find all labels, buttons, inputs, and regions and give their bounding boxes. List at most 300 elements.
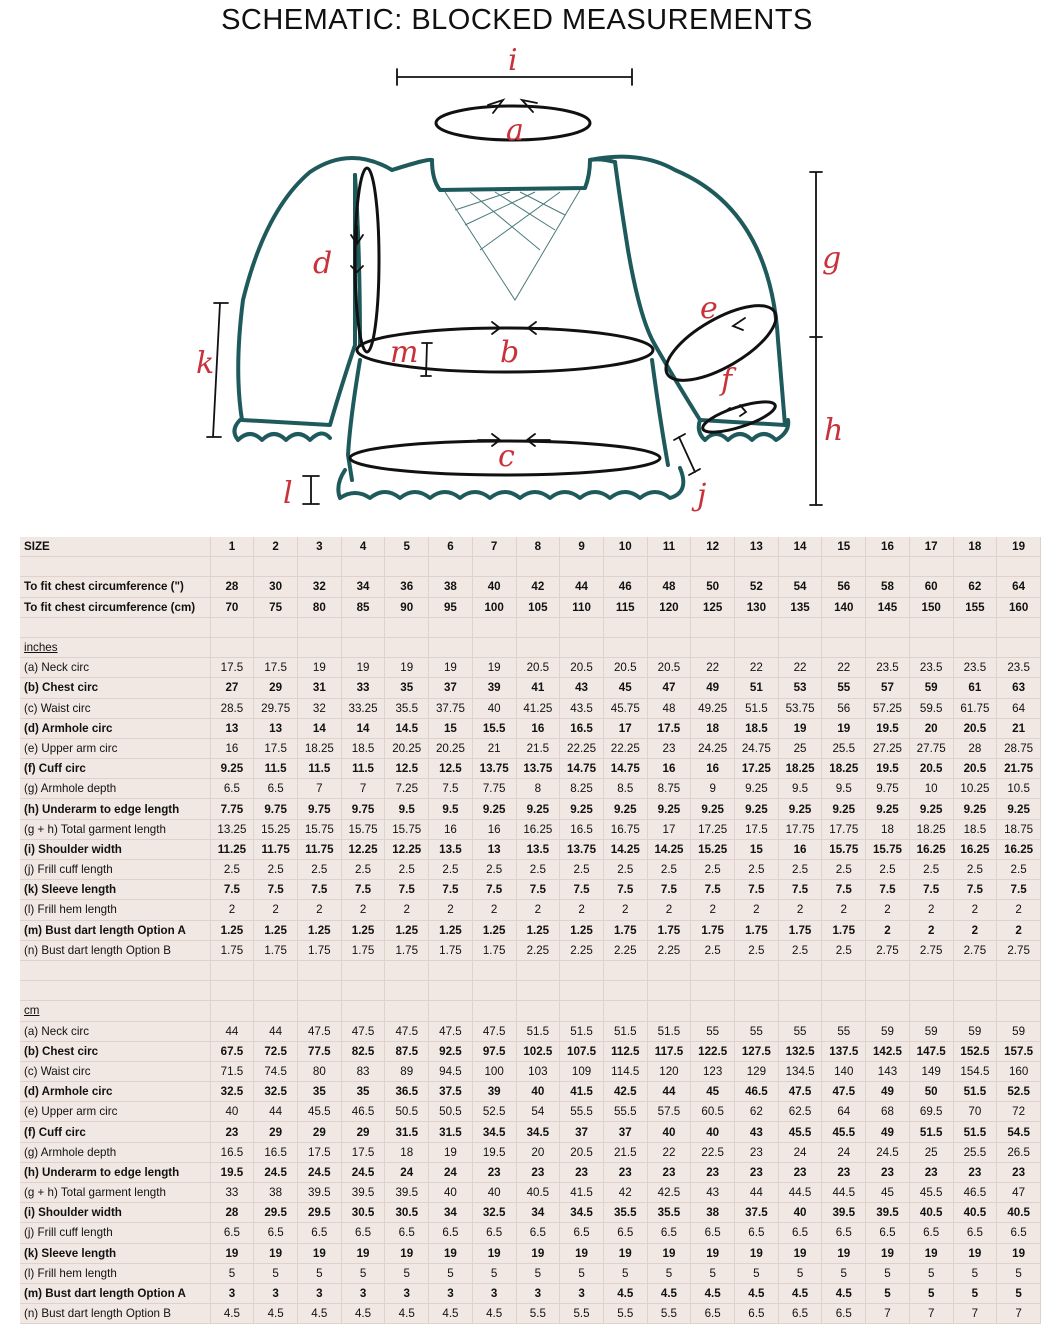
table-cell: 1.75	[691, 920, 735, 940]
table-cell: 2.5	[691, 860, 735, 880]
table-cell: 31.5	[385, 1122, 429, 1142]
table-cell: 5	[297, 1263, 341, 1283]
label-h: h	[824, 413, 844, 448]
table-row	[20, 597, 1041, 617]
table-cell: 7.5	[691, 880, 735, 900]
table-cell: 9.5	[385, 799, 429, 819]
row-label: (h) Underarm to edge length	[20, 1162, 210, 1182]
table-cell: 22	[647, 1142, 691, 1162]
table-cell: 40.5	[953, 1203, 997, 1223]
table-cell: 35.5	[385, 698, 429, 718]
empty-cell	[254, 981, 298, 1001]
empty-cell	[560, 557, 604, 577]
table-cell: 5	[385, 537, 429, 557]
table-cell: 2	[953, 920, 997, 940]
empty-cell	[909, 617, 953, 637]
table-cell: 32	[297, 577, 341, 597]
table-cell: 1.75	[735, 920, 779, 940]
table-row	[20, 759, 1041, 779]
table-cell: 8.5	[603, 779, 647, 799]
table-cell: 11.75	[297, 839, 341, 859]
table-cell: 2.5	[516, 860, 560, 880]
table-cell: 1.25	[516, 920, 560, 940]
table-cell: 19	[822, 1243, 866, 1263]
empty-cell	[953, 1001, 997, 1021]
empty-cell	[210, 960, 254, 980]
row-label: (d) Armhole circ	[20, 718, 210, 738]
table-cell: 47.5	[472, 1021, 516, 1041]
row-label: (a) Neck circ	[20, 1021, 210, 1041]
table-cell: 2.5	[822, 860, 866, 880]
table-cell: 39.5	[341, 1183, 385, 1203]
table-cell: 10	[603, 537, 647, 557]
section-title: cm	[20, 1001, 210, 1021]
empty-cell	[735, 960, 779, 980]
table-cell: 5	[909, 1263, 953, 1283]
table-cell: 13.25	[210, 819, 254, 839]
table-cell: 9.25	[953, 799, 997, 819]
table-cell: 9.25	[647, 799, 691, 819]
table-cell: 7.5	[997, 880, 1041, 900]
table-cell: 6.5	[297, 1223, 341, 1243]
table-cell: 47.5	[429, 1021, 473, 1041]
table-cell: 16	[647, 759, 691, 779]
table-cell: 5.5	[603, 1304, 647, 1324]
table-cell: 1.75	[210, 940, 254, 960]
table-cell: 23	[647, 738, 691, 758]
table-cell: 19	[866, 1243, 910, 1263]
table-cell: 1.75	[254, 940, 298, 960]
table-cell: 18.25	[778, 759, 822, 779]
table-cell: 7.5	[472, 880, 516, 900]
empty-cell	[20, 960, 210, 980]
table-cell: 130	[735, 597, 779, 617]
table-cell: 17.5	[735, 819, 779, 839]
table-cell: 9	[560, 537, 604, 557]
table-cell: 6.5	[866, 1223, 910, 1243]
empty-cell	[691, 557, 735, 577]
table-cell: 67.5	[210, 1041, 254, 1061]
table-cell: 24.25	[691, 738, 735, 758]
table-cell: 2.25	[560, 940, 604, 960]
table-cell: 39.5	[385, 1183, 429, 1203]
table-cell: 5	[429, 1263, 473, 1283]
table-cell: 2	[691, 900, 735, 920]
table-cell: 9.25	[691, 799, 735, 819]
table-cell: 13.5	[429, 839, 473, 859]
table-cell: 59.5	[909, 698, 953, 718]
table-cell: 11.75	[254, 839, 298, 859]
table-cell: 15.5	[472, 718, 516, 738]
table-cell: 29	[254, 678, 298, 698]
table-cell: 16	[516, 718, 560, 738]
label-g: g	[822, 241, 842, 276]
table-cell: 14.75	[603, 759, 647, 779]
table-cell: 14	[778, 537, 822, 557]
table-cell: 51.5	[560, 1021, 604, 1041]
table-row	[20, 880, 1041, 900]
table-cell: 9.25	[560, 799, 604, 819]
empty-cell	[647, 637, 691, 657]
table-cell: 15.75	[385, 819, 429, 839]
table-cell: 19	[472, 658, 516, 678]
table-cell: 40	[472, 698, 516, 718]
table-cell: 8	[516, 537, 560, 557]
table-cell: 46	[603, 577, 647, 597]
table-cell: 16	[778, 839, 822, 859]
table-cell: 92.5	[429, 1041, 473, 1061]
table-cell: 55	[778, 1021, 822, 1041]
table-cell: 16	[472, 819, 516, 839]
table-cell: 7.5	[647, 880, 691, 900]
table-cell: 37	[560, 1122, 604, 1142]
table-cell: 6.5	[341, 1223, 385, 1243]
table-cell: 42	[603, 1183, 647, 1203]
table-cell: 16.25	[909, 839, 953, 859]
table-cell: 41.5	[560, 1183, 604, 1203]
table-cell: 43	[735, 1122, 779, 1142]
table-cell: 9.25	[822, 799, 866, 819]
table-cell: 29	[254, 1122, 298, 1142]
table-row	[20, 1142, 1041, 1162]
table-cell: 80	[297, 597, 341, 617]
table-cell: 23	[953, 1162, 997, 1182]
table-cell: 1.75	[341, 940, 385, 960]
table-cell: 64	[997, 698, 1041, 718]
table-cell: 6.5	[909, 1223, 953, 1243]
table-row	[20, 1021, 1041, 1041]
table-cell: 4.5	[472, 1304, 516, 1324]
table-cell: 24.75	[735, 738, 779, 758]
row-label: (e) Upper arm circ	[20, 1102, 210, 1122]
table-cell: 5	[472, 1263, 516, 1283]
table-cell: 70	[953, 1102, 997, 1122]
table-row	[20, 1041, 1041, 1061]
empty-cell	[429, 981, 473, 1001]
table-cell: 43	[560, 678, 604, 698]
empty-cell	[735, 981, 779, 1001]
empty-cell	[429, 617, 473, 637]
empty-cell	[254, 617, 298, 637]
table-cell: 15.25	[691, 839, 735, 859]
label-i: i	[508, 43, 518, 78]
row-label: (n) Bust dart length Option B	[20, 940, 210, 960]
empty-cell	[472, 960, 516, 980]
table-cell: 20.25	[429, 738, 473, 758]
table-cell: 45	[866, 1183, 910, 1203]
table-cell: 7.5	[297, 880, 341, 900]
table-cell: 55	[691, 1021, 735, 1041]
table-cell: 2.5	[953, 860, 997, 880]
empty-cell	[341, 637, 385, 657]
table-cell: 2	[909, 900, 953, 920]
table-cell: 29.5	[254, 1203, 298, 1223]
table-cell: 2.5	[472, 860, 516, 880]
table-cell: 19	[735, 1243, 779, 1263]
row-label: (c) Waist circ	[20, 1061, 210, 1081]
table-cell: 19	[691, 1243, 735, 1263]
table-cell: 23	[560, 1162, 604, 1182]
row-label: (l) Frill hem length	[20, 1263, 210, 1283]
table-cell: 12.25	[385, 839, 429, 859]
table-cell: 160	[997, 1061, 1041, 1081]
empty-cell	[341, 960, 385, 980]
table-cell: 112.5	[603, 1041, 647, 1061]
table-cell: 23	[909, 1162, 953, 1182]
table-cell: 33	[210, 1183, 254, 1203]
table-cell: 17.5	[297, 1142, 341, 1162]
table-cell: 2	[603, 900, 647, 920]
table-cell: 1.25	[429, 920, 473, 940]
table-cell: 59	[909, 678, 953, 698]
empty-cell	[254, 960, 298, 980]
table-cell: 14	[341, 718, 385, 738]
empty-cell	[997, 617, 1041, 637]
table-cell: 16.5	[210, 1142, 254, 1162]
empty-cell	[691, 1001, 735, 1021]
table-cell: 17.5	[254, 738, 298, 758]
table-cell: 47.5	[297, 1021, 341, 1041]
table-cell: 2.75	[909, 940, 953, 960]
table-cell: 2.5	[297, 860, 341, 880]
table-cell: 2	[778, 900, 822, 920]
table-cell: 4.5	[210, 1304, 254, 1324]
table-cell: 2.5	[997, 860, 1041, 880]
empty-cell	[603, 637, 647, 657]
table-cell: 123	[691, 1061, 735, 1081]
empty-cell	[385, 557, 429, 577]
table-cell: 52.5	[997, 1082, 1041, 1102]
table-cell: 19.5	[866, 759, 910, 779]
table-cell: 7.5	[560, 880, 604, 900]
table-row	[20, 1122, 1041, 1142]
table-cell: 40	[210, 1102, 254, 1122]
table-cell: 1.25	[210, 920, 254, 940]
table-cell: 18.5	[735, 718, 779, 738]
table-cell: 17	[647, 819, 691, 839]
table-cell: 33	[341, 678, 385, 698]
table-cell: 64	[822, 1102, 866, 1122]
row-label: (l) Frill hem length	[20, 900, 210, 920]
empty-cell	[385, 960, 429, 980]
table-cell: 110	[560, 597, 604, 617]
table-cell: 9.25	[516, 799, 560, 819]
table-cell: 37.5	[735, 1203, 779, 1223]
table-cell: 14.75	[560, 759, 604, 779]
table-cell: 59	[953, 1021, 997, 1041]
table-cell: 29	[297, 1122, 341, 1142]
table-cell: 20.5	[953, 759, 997, 779]
table-cell: 7.5	[909, 880, 953, 900]
table-cell: 62.5	[778, 1102, 822, 1122]
table-cell: 64	[997, 577, 1041, 597]
table-cell: 19	[822, 718, 866, 738]
row-label: (b) Chest circ	[20, 678, 210, 698]
table-cell: 5	[560, 1263, 604, 1283]
table-cell: 71.5	[210, 1061, 254, 1081]
empty-cell	[691, 960, 735, 980]
table-cell: 2	[647, 900, 691, 920]
table-cell: 27.25	[866, 738, 910, 758]
table-cell: 152.5	[953, 1041, 997, 1061]
table-cell: 5.5	[516, 1304, 560, 1324]
table-cell: 2.5	[735, 940, 779, 960]
table-cell: 3	[297, 1283, 341, 1303]
table-cell: 3	[516, 1283, 560, 1303]
table-row	[20, 537, 1041, 557]
table-cell: 6.5	[822, 1304, 866, 1324]
empty-cell	[603, 981, 647, 1001]
table-cell: 37.5	[429, 1082, 473, 1102]
row-label: (n) Bust dart length Option B	[20, 1304, 210, 1324]
empty-cell	[647, 960, 691, 980]
table-cell: 8	[516, 779, 560, 799]
table-cell: 20.5	[953, 718, 997, 738]
table-cell: 1.25	[341, 920, 385, 940]
empty-cell	[866, 637, 910, 657]
empty-cell	[210, 981, 254, 1001]
table-cell: 7	[341, 779, 385, 799]
row-label: To fit chest circumference (")	[20, 577, 210, 597]
empty-cell	[735, 617, 779, 637]
table-cell: 55	[735, 1021, 779, 1041]
table-cell: 17.5	[254, 658, 298, 678]
section-header-row	[20, 637, 1041, 657]
table-cell: 62	[735, 1102, 779, 1122]
table-cell: 17	[603, 718, 647, 738]
table-cell: 3	[254, 1283, 298, 1303]
table-cell: 12	[691, 537, 735, 557]
table-cell: 157.5	[997, 1041, 1041, 1061]
table-cell: 40	[516, 1082, 560, 1102]
table-cell: 25	[778, 738, 822, 758]
empty-cell	[866, 960, 910, 980]
table-cell: 18	[953, 537, 997, 557]
row-label: (k) Sleeve length	[20, 880, 210, 900]
table-cell: 48	[647, 577, 691, 597]
empty-cell	[210, 617, 254, 637]
table-cell: 7	[997, 1304, 1041, 1324]
table-cell: 100	[472, 597, 516, 617]
table-cell: 87.5	[385, 1041, 429, 1061]
table-cell: 120	[647, 597, 691, 617]
table-cell: 47.5	[341, 1021, 385, 1041]
table-cell: 23.5	[909, 658, 953, 678]
table-cell: 7.5	[778, 880, 822, 900]
table-cell: 6.5	[997, 1223, 1041, 1243]
table-cell: 57.25	[866, 698, 910, 718]
empty-cell	[953, 617, 997, 637]
table-cell: 19	[341, 1243, 385, 1263]
table-cell: 21.5	[603, 1142, 647, 1162]
table-cell: 40	[429, 1183, 473, 1203]
table-cell: 1.25	[560, 920, 604, 940]
table-cell: 1	[210, 537, 254, 557]
table-cell: 2.5	[385, 860, 429, 880]
table-cell: 114.5	[603, 1061, 647, 1081]
empty-cell	[472, 617, 516, 637]
neckline	[432, 160, 590, 190]
table-cell: 21.75	[997, 759, 1041, 779]
table-row	[20, 658, 1041, 678]
table-cell: 56	[822, 698, 866, 718]
table-cell: 28.5	[210, 698, 254, 718]
table-cell: 33.25	[341, 698, 385, 718]
table-cell: 15	[735, 839, 779, 859]
empty-cell	[560, 960, 604, 980]
table-cell: 9.25	[735, 779, 779, 799]
table-cell: 5	[953, 1283, 997, 1303]
table-cell: 19	[560, 1243, 604, 1263]
table-cell: 44	[735, 1183, 779, 1203]
table-row	[20, 860, 1041, 880]
table-cell: 1.75	[603, 920, 647, 940]
table-cell: 38	[691, 1203, 735, 1223]
table-cell: 5	[822, 1263, 866, 1283]
table-cell: 23	[603, 1162, 647, 1182]
table-cell: 7	[472, 537, 516, 557]
table-cell: 54	[516, 1102, 560, 1122]
table-cell: 6.5	[254, 1223, 298, 1243]
empty-cell	[516, 617, 560, 637]
table-cell: 50	[909, 1082, 953, 1102]
table-cell: 39.5	[297, 1183, 341, 1203]
table-row	[20, 1082, 1041, 1102]
table-cell: 29.5	[297, 1203, 341, 1223]
table-cell: 52	[735, 577, 779, 597]
table-cell: 22	[822, 658, 866, 678]
table-cell: 45	[603, 678, 647, 698]
row-label: (f) Cuff circ	[20, 1122, 210, 1142]
table-cell: 4.5	[778, 1283, 822, 1303]
table-cell: 23	[691, 1162, 735, 1182]
garment-schematic	[0, 40, 1064, 520]
table-cell: 2	[735, 900, 779, 920]
table-cell: 97.5	[472, 1041, 516, 1061]
table-cell: 23	[472, 1162, 516, 1182]
empty-cell	[560, 617, 604, 637]
table-cell: 13	[472, 839, 516, 859]
table-cell: 82.5	[341, 1041, 385, 1061]
table-cell: 2.5	[909, 860, 953, 880]
empty-cell	[691, 617, 735, 637]
table-cell: 22.25	[603, 738, 647, 758]
row-label: To fit chest circumference (cm)	[20, 597, 210, 617]
table-cell: 105	[516, 597, 560, 617]
table-cell: 40.5	[997, 1203, 1041, 1223]
table-cell: 45.5	[297, 1102, 341, 1122]
table-cell: 9.25	[603, 799, 647, 819]
empty-cell	[297, 960, 341, 980]
table-cell: 36.5	[385, 1082, 429, 1102]
table-cell: 5.5	[560, 1304, 604, 1324]
table-cell: 7.5	[603, 880, 647, 900]
empty-cell	[778, 557, 822, 577]
table-cell: 47.5	[385, 1021, 429, 1041]
table-cell: 1.75	[822, 920, 866, 940]
table-cell: 38	[254, 1183, 298, 1203]
table-cell: 9.75	[254, 799, 298, 819]
row-label: (g) Armhole depth	[20, 779, 210, 799]
table-cell: 19	[953, 1243, 997, 1263]
table-cell: 6.5	[647, 1223, 691, 1243]
empty-cell	[953, 557, 997, 577]
table-cell: 23	[647, 1162, 691, 1182]
label-m: m	[390, 335, 419, 370]
empty-cell	[341, 557, 385, 577]
table-cell: 129	[735, 1061, 779, 1081]
empty-cell	[429, 637, 473, 657]
